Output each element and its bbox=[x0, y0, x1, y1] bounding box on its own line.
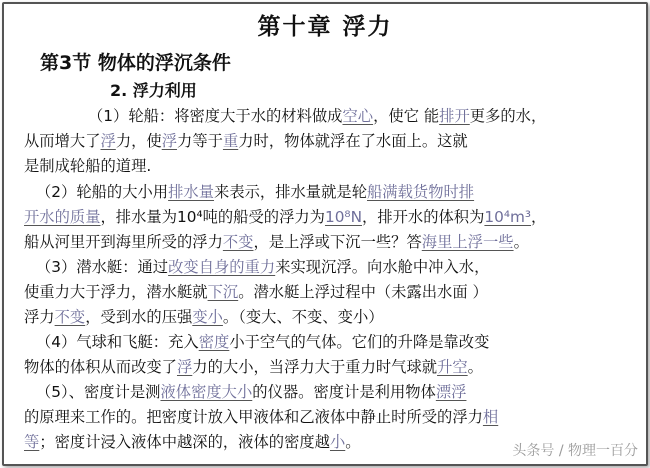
text: 。 bbox=[345, 433, 361, 451]
answer: 变小 bbox=[192, 308, 223, 326]
p4-line1 bbox=[36, 330, 648, 354]
p2-line2 bbox=[24, 205, 636, 229]
text: 。（变大、不变、变小） bbox=[222, 308, 384, 326]
subsection-title: 2. 浮力利用 bbox=[110, 81, 197, 100]
answer: 10⁴m³ bbox=[484, 208, 532, 226]
text: 小于空气的气体。它们的升降是靠改变 bbox=[229, 333, 490, 351]
answer: 重 bbox=[222, 132, 239, 150]
watermark: 头条号 / 物理一百分 bbox=[512, 443, 638, 459]
text: 使重力大于浮力，潜水艇就 bbox=[24, 283, 208, 301]
answer: 排水量 bbox=[168, 183, 215, 201]
p2-line3 bbox=[24, 230, 636, 254]
answer: 浮 bbox=[161, 132, 178, 150]
answer: 不变 bbox=[54, 308, 86, 326]
answer: 开水的质量 bbox=[24, 208, 101, 226]
answer: 相 bbox=[482, 408, 499, 426]
text: ，排开水的体积为 bbox=[362, 208, 485, 226]
text: 物体的体积从而改变了 bbox=[24, 358, 177, 376]
p1-line1 bbox=[88, 104, 650, 128]
answer: 海里上浮一些 bbox=[421, 233, 514, 251]
text: ，使它 能 bbox=[373, 107, 440, 125]
text: （1）轮船：将密度大于水的材料做成 bbox=[88, 107, 343, 125]
answer: 不变 bbox=[222, 233, 254, 251]
p1-line2 bbox=[24, 129, 636, 153]
answer: 空心 bbox=[342, 107, 374, 125]
text: 来实现沉浮。向水舱中冲入水， bbox=[275, 258, 490, 276]
text: 。潜水艇上浮过程中（未露出水面 ） bbox=[238, 283, 488, 301]
text: 力等于 bbox=[177, 132, 223, 150]
text: ，是上浮或下沉一些？答 bbox=[253, 233, 422, 251]
p5-line1 bbox=[36, 380, 648, 404]
text: （4）气球和飞艇：充入 bbox=[36, 333, 199, 351]
answer: 浮 bbox=[176, 358, 193, 376]
text: （2）轮船的大小用 bbox=[36, 183, 169, 201]
chapter-title: 第十章 浮力 bbox=[257, 14, 393, 40]
text: 力时，物体就浮在了水面上。这就 bbox=[238, 132, 468, 150]
text: 的原理来工作的。把密度计放入甲液体和乙液体中静止时所受的浮力 bbox=[24, 408, 483, 426]
text: ；密度计浸入液体中越深的，液体的密度越 bbox=[39, 433, 330, 451]
text: 浮力 bbox=[24, 308, 55, 326]
answer: 液体密度大小 bbox=[160, 383, 253, 401]
p3-line2 bbox=[24, 280, 636, 304]
p1-line3: 是制成轮船的道理. bbox=[24, 157, 152, 175]
answer: 改变自身的重力 bbox=[168, 258, 276, 276]
answer: 浮 bbox=[100, 132, 116, 150]
p3-line1 bbox=[36, 255, 648, 279]
answer: 船满载货物时排 bbox=[367, 183, 475, 201]
answer: 小 bbox=[329, 433, 346, 451]
text: ， bbox=[531, 208, 547, 226]
answer: 漂浮 bbox=[435, 383, 467, 401]
text: 的仪器。密度计是利用物体 bbox=[252, 383, 436, 401]
text: （3）潜水艇：通过 bbox=[36, 258, 169, 276]
answer: 升空 bbox=[437, 358, 468, 376]
answer: 10⁸N bbox=[324, 208, 363, 226]
text: 。 bbox=[467, 358, 483, 376]
text: 从而增大了 bbox=[24, 132, 101, 150]
text: ，排水量为10⁴吨的船受的浮力为 bbox=[100, 208, 325, 226]
text: ，受到水的压强 bbox=[85, 308, 193, 326]
p3-line3 bbox=[24, 305, 636, 329]
section-title: 第3节 物体的浮沉条件 bbox=[40, 52, 231, 74]
text: 更多的水， bbox=[469, 107, 547, 125]
p4-line2 bbox=[24, 355, 636, 379]
p5-line2 bbox=[24, 405, 636, 429]
p2-line1 bbox=[36, 180, 648, 204]
text: 力的大小，当浮力大于重力时气球就 bbox=[192, 358, 438, 376]
answer: 密度 bbox=[198, 333, 230, 351]
answer: 下沉 bbox=[207, 283, 239, 301]
answer: 等 bbox=[24, 433, 40, 451]
text: 船从河里开到海里所受的浮力 bbox=[24, 233, 223, 251]
text: 力，使 bbox=[115, 132, 162, 150]
answer: 排开 bbox=[439, 107, 470, 125]
text: 。 bbox=[513, 233, 529, 251]
text: （5）、密度计是测 bbox=[36, 383, 161, 401]
text: 来表示，排水量就是轮 bbox=[214, 183, 367, 201]
